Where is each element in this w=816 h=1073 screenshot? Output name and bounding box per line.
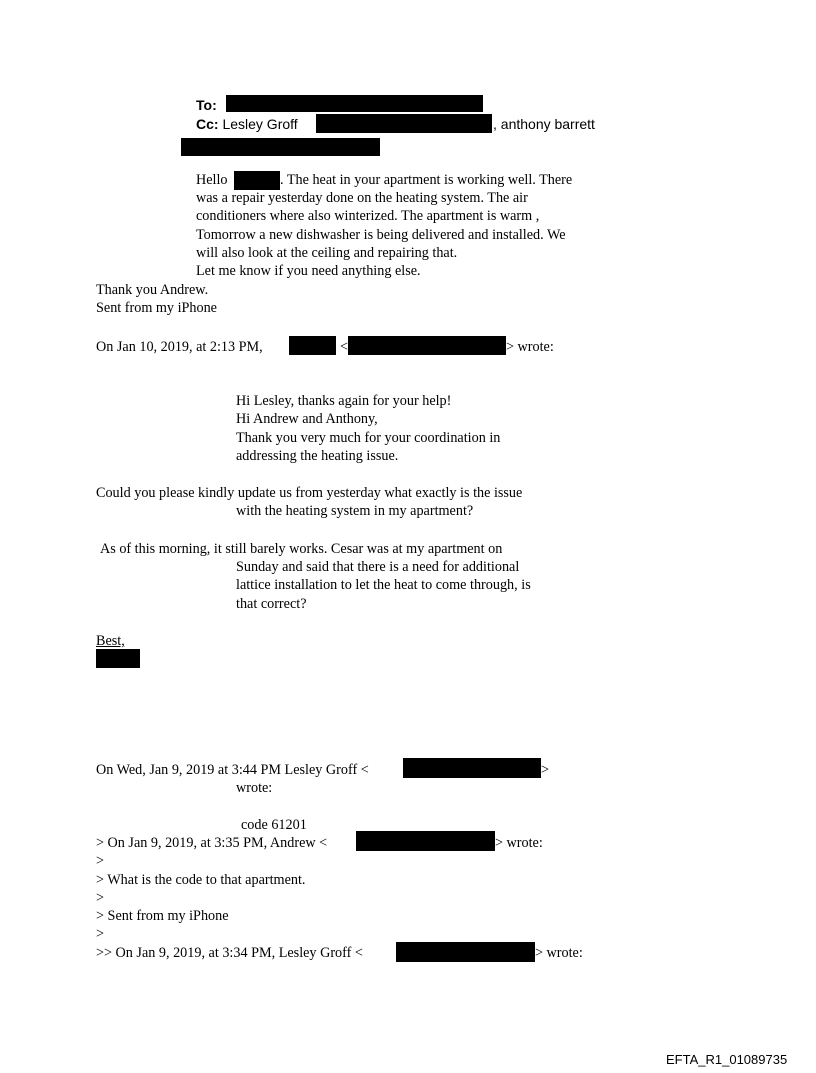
redaction-cc bbox=[316, 114, 492, 133]
reply-line5: will also look at the ceiling and repairing that. bbox=[196, 245, 458, 261]
quote1-para2a: Could you please kindly update us from yesterday what exactly is the issue bbox=[96, 485, 523, 501]
redaction-q2-lesley bbox=[396, 942, 535, 962]
quote2-wrote: wrote: bbox=[236, 780, 273, 796]
quote1-para3c: lattice installation to let the heat to come through, is bbox=[236, 577, 531, 593]
reply-line1: . The heat in your apartment is working well. There bbox=[280, 172, 573, 188]
redaction-q2-andrew bbox=[356, 831, 495, 851]
redaction-cc2 bbox=[181, 138, 380, 156]
reply-line2: was a repair yesterday done on the heating system. The air bbox=[196, 190, 528, 206]
quote1-line2: Hi Andrew and Anthony, bbox=[236, 411, 378, 427]
reply-line4: Tomorrow a new dishwasher is being delivered and installed. We bbox=[196, 227, 566, 243]
quote1-para2b: with the heating system in my apartment? bbox=[236, 503, 474, 519]
quote1-line3: Thank you very much for your coordination in bbox=[236, 430, 501, 446]
quote1-best: Best, bbox=[96, 633, 125, 649]
quote2-q1-prefix: > On Jan 9, 2019, at 3:35 PM, Andrew < bbox=[96, 835, 328, 851]
quote2-q2: > bbox=[96, 853, 105, 869]
redaction-to bbox=[226, 95, 483, 112]
quote2-q7-prefix: >> On Jan 9, 2019, at 3:34 PM, Lesley Groff < bbox=[96, 945, 363, 961]
quote2-q6: > bbox=[96, 926, 105, 942]
quote1-header-suffix: > wrote: bbox=[506, 339, 554, 355]
reply-sent: Sent from my iPhone bbox=[96, 300, 217, 316]
reply-thanks: Thank you Andrew. bbox=[96, 282, 209, 298]
quote2-code: code 61201 bbox=[241, 817, 307, 833]
document-id: EFTA_R1_01089735 bbox=[666, 1052, 788, 1067]
reply-greeting: Hello bbox=[196, 172, 228, 188]
quote1-header-prefix: On Jan 10, 2019, at 2:13 PM, bbox=[96, 339, 263, 355]
quote2-q4: > bbox=[96, 890, 105, 906]
reply-line3: conditioners where also winterized. The apartment is warm , bbox=[196, 208, 540, 224]
quote2-q3: > What is the code to that apartment. bbox=[96, 872, 306, 888]
redaction-signature bbox=[96, 649, 140, 668]
quote1-para3a: As of this morning, it still barely works. Cesar was at my apartment on bbox=[100, 541, 503, 557]
to-label: To: bbox=[196, 97, 217, 113]
cc-tail: , anthony barrett bbox=[493, 116, 595, 132]
quote2-header-end: > bbox=[541, 762, 550, 778]
redaction-q1-email bbox=[348, 336, 506, 355]
quote1-line4: addressing the heating issue. bbox=[236, 448, 399, 464]
reply-line6: Let me know if you need anything else. bbox=[196, 263, 421, 279]
redaction-q2-email bbox=[403, 758, 541, 778]
quote1-line1: Hi Lesley, thanks again for your help! bbox=[236, 393, 452, 409]
quote2-header: On Wed, Jan 9, 2019 at 3:44 PM Lesley Groff < bbox=[96, 762, 369, 778]
cc-label: Cc: bbox=[196, 116, 219, 132]
quote2-q1-suffix: > wrote: bbox=[495, 835, 543, 851]
redaction-q1-name bbox=[289, 336, 336, 355]
cc-line bbox=[196, 115, 298, 133]
redaction-greeting bbox=[234, 171, 280, 190]
cc-name: Lesley Groff bbox=[222, 116, 298, 132]
quote1-para3b: Sunday and said that there is a need for additional bbox=[236, 559, 520, 575]
quote1-para3d: that correct? bbox=[236, 596, 307, 612]
quote1-lt: < bbox=[340, 339, 349, 355]
quote2-q7-suffix: > wrote: bbox=[535, 945, 583, 961]
quote2-q5: > Sent from my iPhone bbox=[96, 908, 229, 924]
